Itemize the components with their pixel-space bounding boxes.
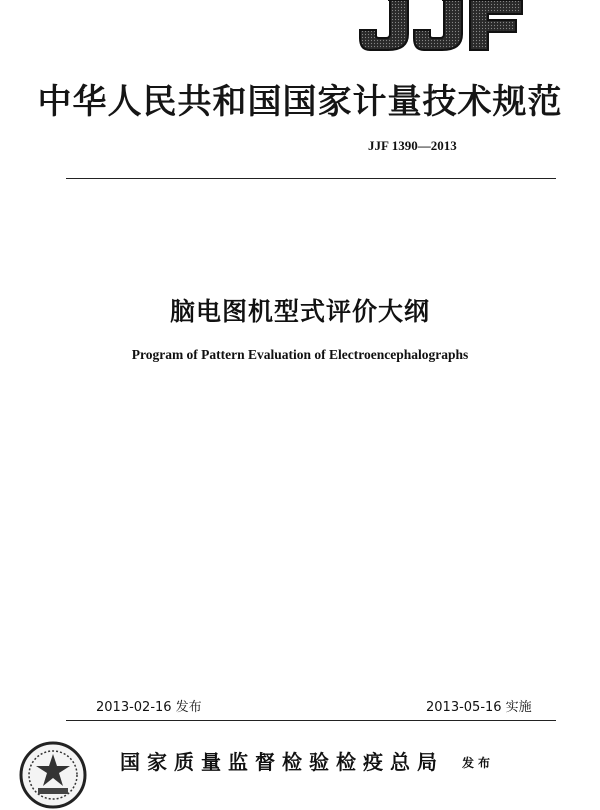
jjf-logo — [358, 0, 524, 52]
release-date: 2013-02-16 发布 — [96, 700, 202, 715]
issuing-authority: 国家质量监督检验检疫总局 — [120, 750, 444, 774]
top-divider — [66, 178, 556, 179]
issuing-label: 发布 — [462, 756, 495, 770]
document-number: JJF 1390—2013 — [368, 138, 457, 153]
bottom-divider — [66, 720, 556, 721]
implementation-date: 2013-05-16 实施 — [426, 700, 532, 715]
national-emblem-seal-icon — [18, 740, 88, 810]
document-title-english: Program of Pattern Evaluation of Electroencephalographs — [131, 347, 469, 362]
document-title-chinese: 脑电图机型式评价大纲 — [169, 297, 430, 326]
series-title: 中华人民共和国国家计量技术规范 — [37, 82, 563, 122]
